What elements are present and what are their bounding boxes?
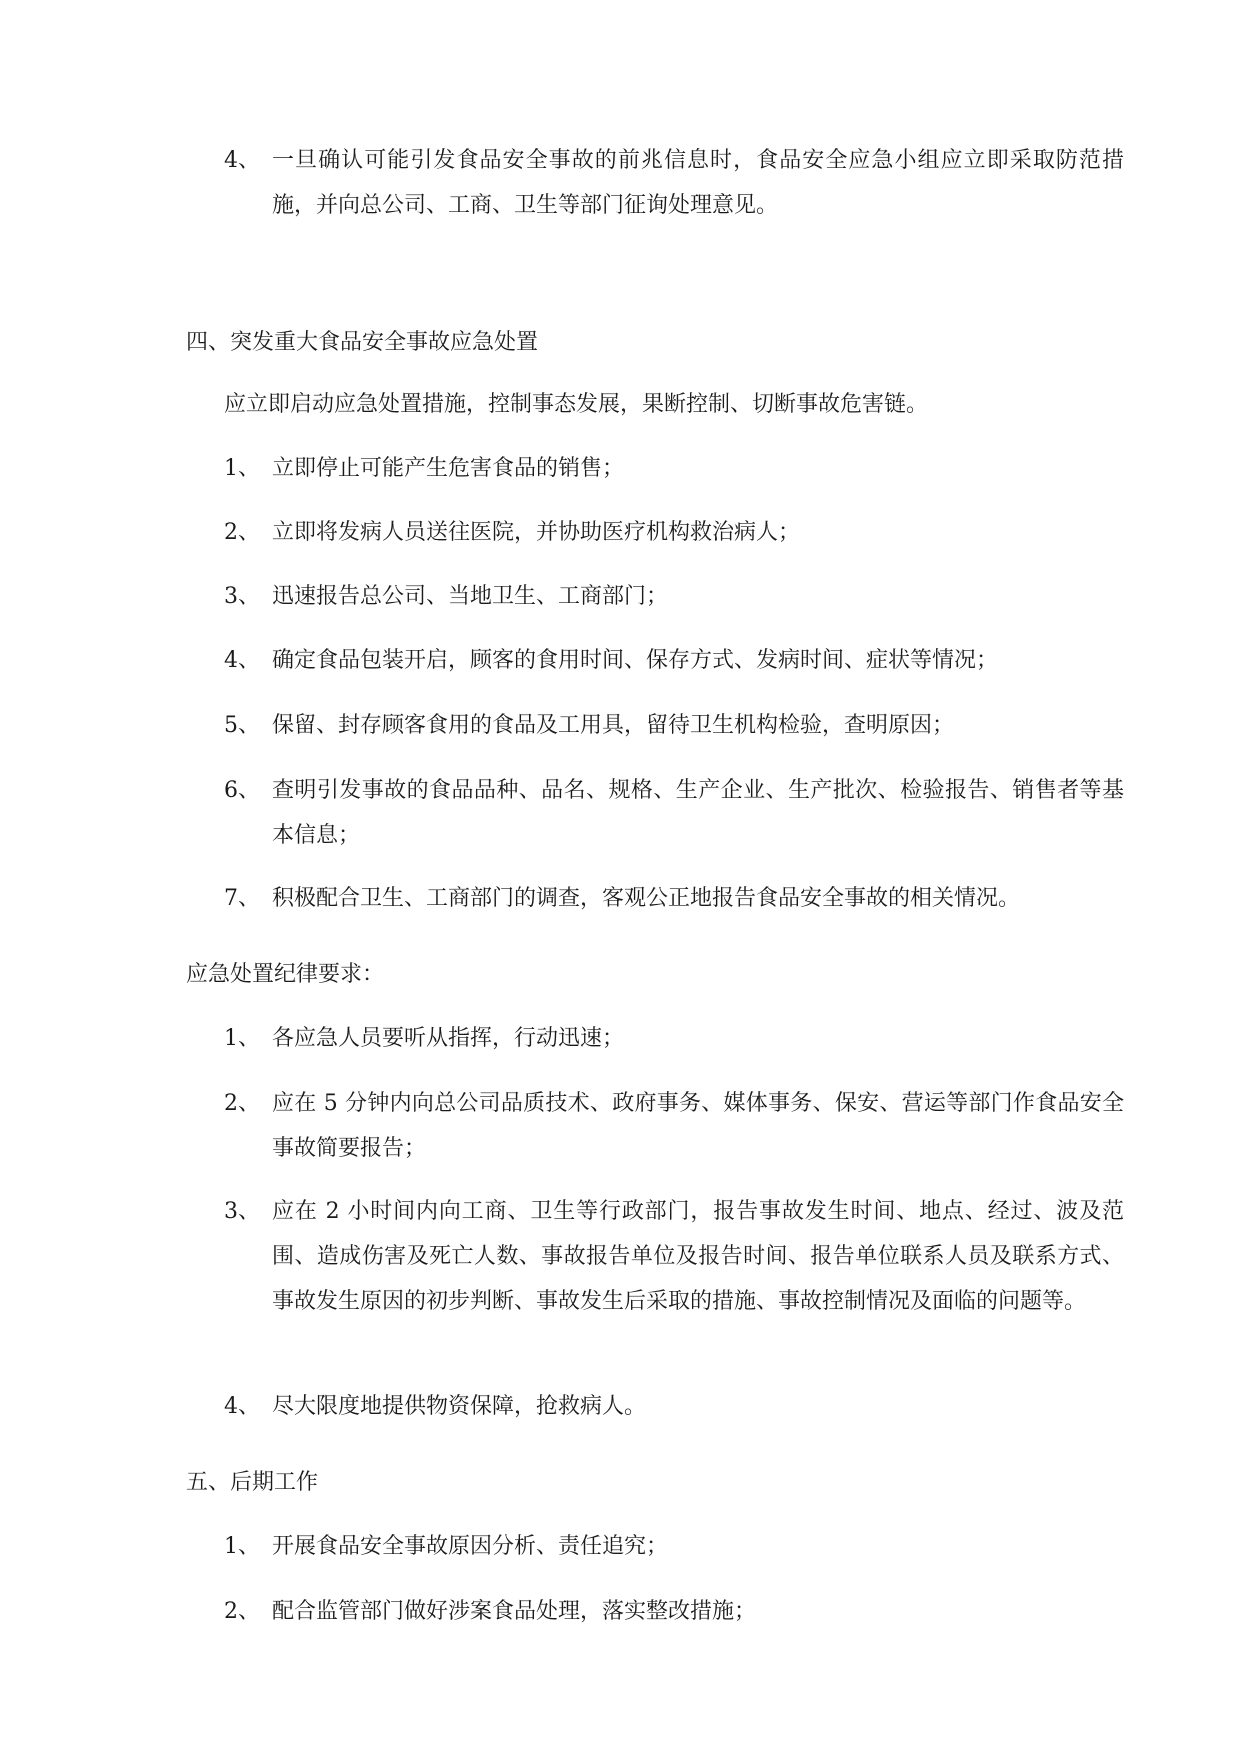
list-item [224, 1016, 1124, 1061]
item-text: 一旦确认可能引发食品安全事故的前兆信息时，食品安全应急小组应立即采取防范措施，并向总公司、工商、卫生等部门征询处理意见。 [272, 148, 1124, 218]
list-item [224, 1081, 1124, 1171]
item-text: 应在 2 小时间内向工商、卫生等行政部门，报告事故发生时间、地点、经过、波及范围、造成伤害及死亡人数、事故报告单位及报告时间、报告单位联系人员及联系方式、事故发生原因的初步判断、事故发生后采取的措施、事故控制情况及面临的问题等。 [272, 1199, 1124, 1314]
list-item [224, 703, 1124, 748]
list-item [224, 1589, 1124, 1634]
section-heading: 五、后期工作 [186, 1470, 319, 1495]
item-text: 立即将发病人员送往医院，并协助医疗机构救治病人； [272, 520, 801, 545]
list-item [224, 510, 1124, 555]
item-number: 2、 [224, 1091, 260, 1116]
item-number: 4、 [224, 1394, 260, 1419]
item-text: 查明引发事故的食品品种、品名、规格、生产企业、生产批次、检验报告、销售者等基本信息； [272, 778, 1124, 848]
item-text: 各应急人员要听从指挥，行动迅速； [272, 1026, 625, 1051]
item-text: 立即停止可能产生危害食品的销售； [272, 456, 625, 481]
list-item [224, 138, 1124, 228]
item-text: 配合监管部门做好涉案食品处理，落实整改措施； [272, 1599, 757, 1624]
item-text: 确定食品包装开启，顾客的食用时间、保存方式、发病时间、症状等情况； [272, 648, 999, 673]
item-number: 7、 [224, 886, 260, 911]
list-item [224, 1384, 1124, 1429]
item-text: 积极配合卫生、工商部门的调查，客观公正地报告食品安全事故的相关情况。 [272, 886, 1021, 911]
item-number: 6、 [224, 778, 260, 803]
list-item [224, 446, 1124, 491]
item-number: 3、 [224, 584, 260, 609]
item-number: 1、 [224, 1534, 260, 1559]
item-number: 1、 [224, 456, 260, 481]
item-number: 4、 [224, 148, 260, 173]
item-text: 保留、封存顾客食用的食品及工用具，留待卫生机构检验，查明原因； [272, 713, 955, 738]
item-text: 开展食品安全事故原因分析、责任追究； [272, 1534, 669, 1559]
item-number: 4、 [224, 648, 260, 673]
item-number: 3、 [224, 1199, 260, 1224]
item-number: 1、 [224, 1026, 260, 1051]
section-heading: 应急处置纪律要求： [186, 962, 385, 987]
item-number: 2、 [224, 520, 260, 545]
list-item [224, 876, 1124, 921]
item-text: 迅速报告总公司、当地卫生、工商部门； [272, 584, 669, 609]
item-number: 2、 [224, 1599, 260, 1624]
list-item [224, 1524, 1124, 1569]
section-intro: 应立即启动应急处置措施，控制事态发展，果断控制、切断事故危害链。 [224, 392, 929, 417]
item-number: 5、 [224, 713, 260, 738]
section-heading: 四、突发重大食品安全事故应急处置 [186, 330, 539, 355]
list-item [224, 1189, 1124, 1324]
item-text: 应在 5 分钟内向总公司品质技术、政府事务、媒体事务、保安、营运等部门作食品安全事故简要报告； [272, 1091, 1124, 1161]
list-item [224, 768, 1124, 858]
list-item [224, 574, 1124, 619]
list-item [224, 638, 1124, 683]
item-text: 尽大限度地提供物资保障，抢救病人。 [272, 1394, 647, 1419]
